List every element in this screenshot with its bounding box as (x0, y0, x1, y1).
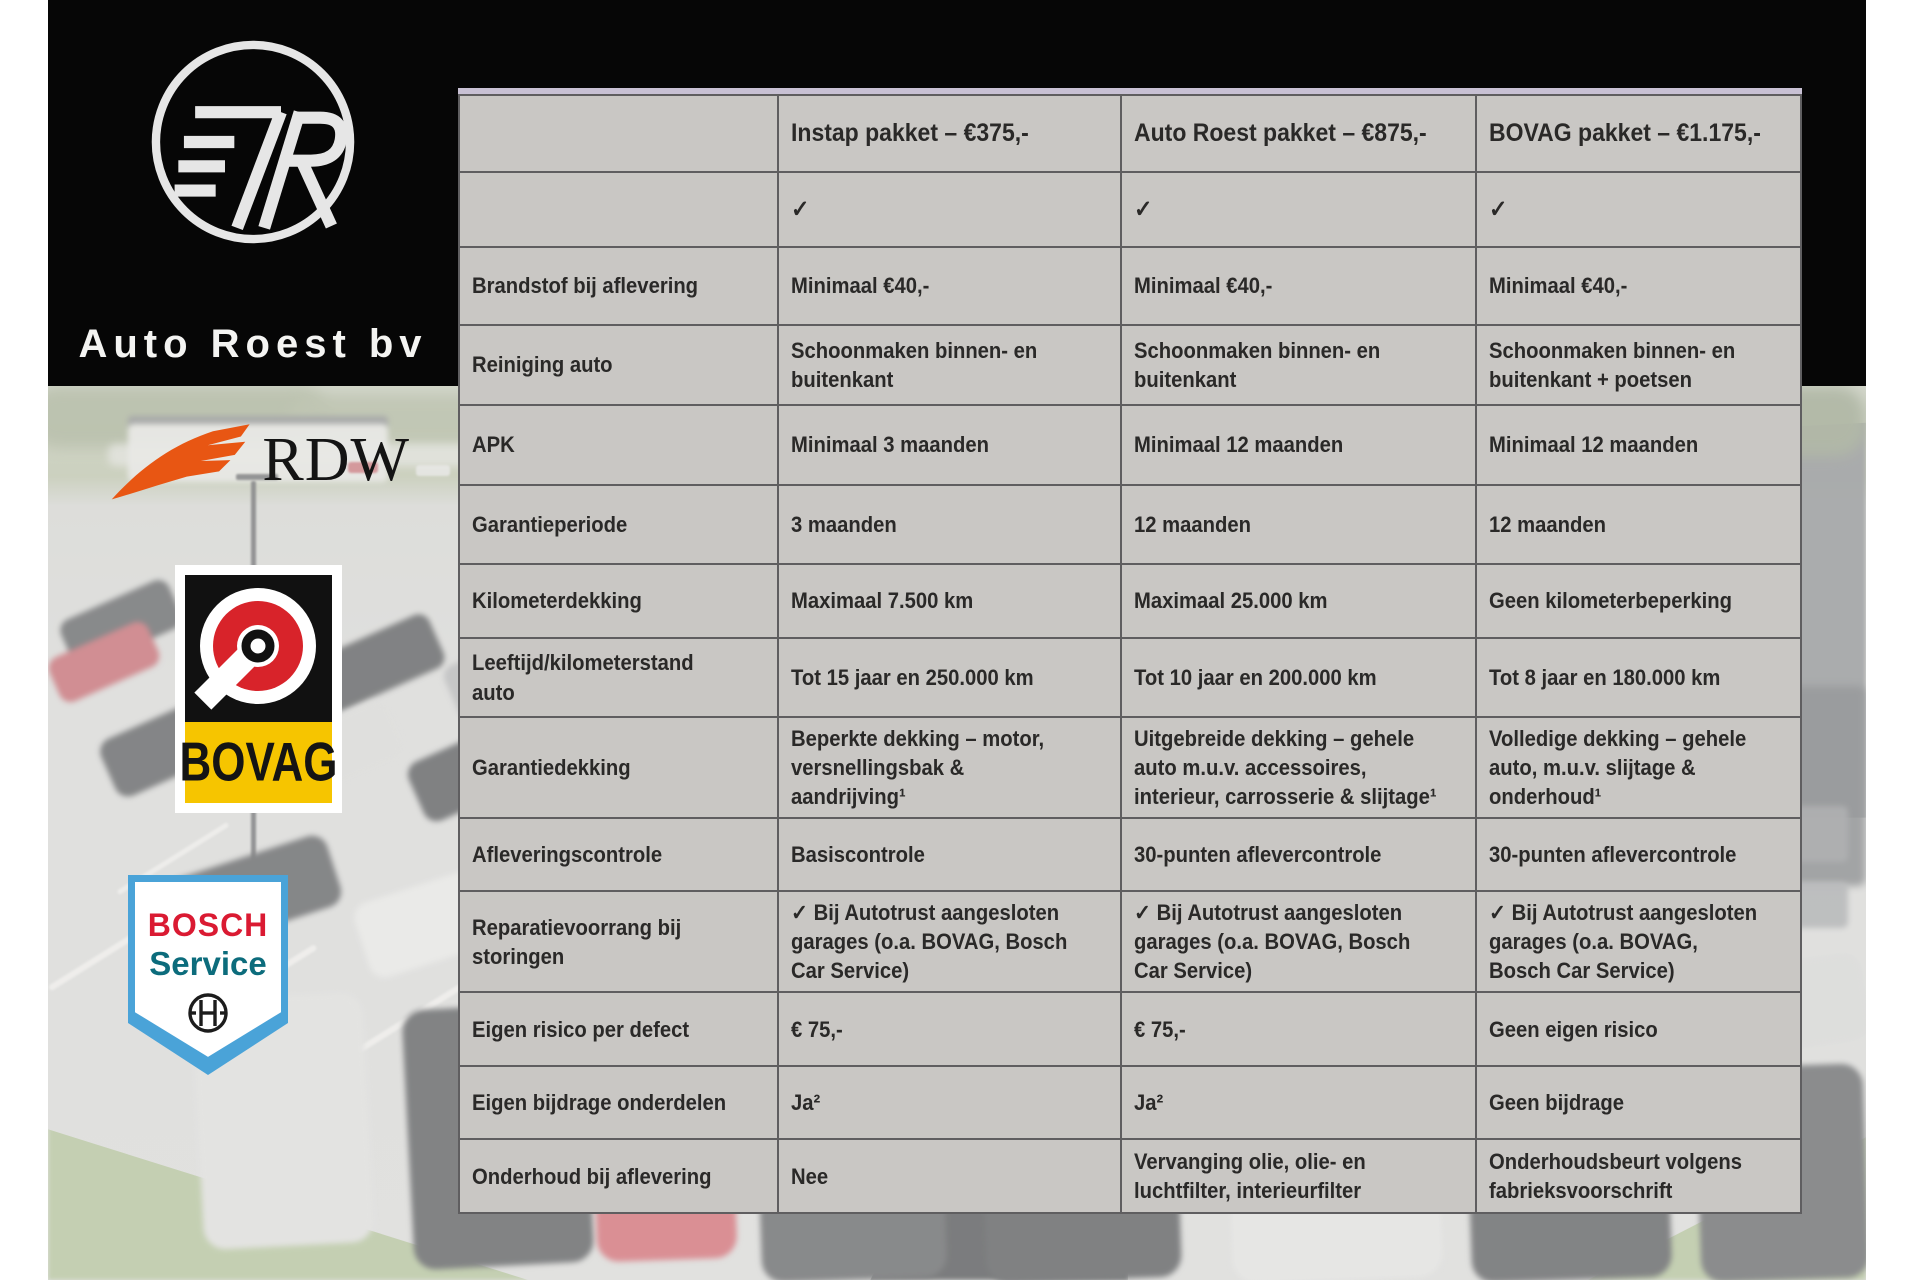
package-comparison-table (458, 94, 1802, 1214)
value-cell: Uitgebreide dekking – gehele auto m.u.v. accessoires, interieur, carrosserie & slijtage¹ (1121, 717, 1476, 818)
value-cell: 3 maanden (778, 485, 1121, 564)
table-row (459, 564, 1801, 638)
row-label-cell: Eigen risico per defect (459, 992, 778, 1066)
value-cell: Basiscontrole (778, 818, 1121, 891)
value-cell: Ja² (1121, 1066, 1476, 1139)
row-label-cell: Afleveringscontrole (459, 818, 778, 891)
value-cell: Tot 10 jaar en 200.000 km (1121, 638, 1476, 717)
bovag-logo (175, 565, 342, 813)
value-cell: Minimaal €40,- (778, 247, 1121, 325)
value-cell: ✓ (1121, 172, 1476, 247)
bovag-label-band (179, 722, 338, 803)
value-cell: ✓ Bij Autotrust aangesloten garages (o.a. BOVAG, Bosch Car Service) (778, 891, 1121, 992)
rdw-logo (110, 416, 410, 512)
value-cell: Geen bijdrage (1476, 1066, 1801, 1139)
row-label-cell: APK (459, 405, 778, 485)
value-cell: Vervanging olie, olie- en luchtfilter, interieurfilter (1121, 1139, 1476, 1213)
table-row (459, 638, 1801, 717)
table-row (459, 405, 1801, 485)
value-cell: ✓ (778, 172, 1121, 247)
auto-roest-7r-logo (141, 30, 365, 254)
value-cell: Schoonmaken binnen- en buitenkant (1121, 325, 1476, 405)
included-check-row (459, 172, 1801, 247)
table-row (459, 992, 1801, 1066)
row-label-cell: Brandstof bij aflevering (459, 247, 778, 325)
row-label-cell: Onderhoud bij aflevering (459, 1139, 778, 1213)
value-cell: € 75,- (778, 992, 1121, 1066)
row-label-cell: Garantieperiode (459, 485, 778, 564)
column-header: BOVAG pakket – €1.175,- (1476, 95, 1801, 172)
value-cell: Schoonmaken binnen- en buitenkant + poetsen (1476, 325, 1801, 405)
row-label-cell (459, 172, 778, 247)
value-cell: Ja² (778, 1066, 1121, 1139)
table-row (459, 247, 1801, 325)
rdw-label: RDW (262, 425, 410, 494)
row-label-cell: Reparatievoorrang bij storingen (459, 891, 778, 992)
table-row (459, 485, 1801, 564)
value-cell: 30-punten aflevercontrole (1121, 818, 1476, 891)
bosch-label: BOSCH (147, 907, 269, 943)
row-label-cell: Leeftijd/kilometerstand auto (459, 638, 778, 717)
value-cell: Tot 8 jaar en 180.000 km (1476, 638, 1801, 717)
table-row (459, 1139, 1801, 1213)
row-label-cell: Reiniging auto (459, 325, 778, 405)
value-cell: ✓ Bij Autotrust aangesloten garages (o.a. BOVAG, Bosch Car Service) (1121, 891, 1476, 992)
table-row (459, 717, 1801, 818)
value-cell: Minimaal 12 maanden (1121, 405, 1476, 485)
table-row (459, 891, 1801, 992)
bovag-emblem-icon (185, 575, 332, 722)
table-header-row (459, 95, 1801, 172)
value-cell: ✓ (1476, 172, 1801, 247)
value-cell: 12 maanden (1121, 485, 1476, 564)
value-cell: Minimaal 3 maanden (778, 405, 1121, 485)
bosch-circle-h-icon (186, 991, 230, 1035)
column-header: Instap pakket – €375,- (778, 95, 1121, 172)
bosch-service-label: Service (149, 945, 267, 982)
row-label-cell: Eigen bijdrage onderdelen (459, 1066, 778, 1139)
value-cell: Beperkte dekking – motor, versnellingsbak & aandrijving¹ (778, 717, 1121, 818)
auto-roest-wordmark: Auto Roest bv (78, 322, 428, 366)
package-table-wrap (458, 88, 1802, 1214)
value-cell: Volledige dekking – gehele auto, m.u.v. slijtage & onderhoud¹ (1476, 717, 1801, 818)
value-cell: ✓ Bij Autotrust aangesloten garages (o.a. BOVAG, Bosch Car Service) (1476, 891, 1801, 992)
value-cell: Schoonmaken binnen- en buitenkant (778, 325, 1121, 405)
value-cell: Minimaal €40,- (1476, 247, 1801, 325)
bosch-service-logo (128, 875, 288, 1075)
value-cell: Minimaal 12 maanden (1476, 405, 1801, 485)
table-row (459, 325, 1801, 405)
column-header: Auto Roest pakket – €875,- (1121, 95, 1476, 172)
value-cell: 30-punten aflevercontrole (1476, 818, 1801, 891)
row-label-cell: Garantiedekking (459, 717, 778, 818)
value-cell: Minimaal €40,- (1121, 247, 1476, 325)
corner-cell (459, 95, 778, 172)
bovag-label: BOVAG (179, 731, 338, 793)
value-cell: 12 maanden (1476, 485, 1801, 564)
value-cell: Nee (778, 1139, 1121, 1213)
value-cell: Tot 15 jaar en 250.000 km (778, 638, 1121, 717)
value-cell: Geen eigen risico (1476, 992, 1801, 1066)
table-row (459, 818, 1801, 891)
value-cell: Maximaal 7.500 km (778, 564, 1121, 638)
value-cell: € 75,- (1121, 992, 1476, 1066)
rdw-wing-icon (110, 418, 258, 510)
row-label-cell: Kilometerdekking (459, 564, 778, 638)
table-row (459, 1066, 1801, 1139)
value-cell: Geen kilometerbeperking (1476, 564, 1801, 638)
value-cell: Maximaal 25.000 km (1121, 564, 1476, 638)
value-cell: Onderhoudsbeurt volgens fabrieksvoorschrift (1476, 1139, 1801, 1213)
